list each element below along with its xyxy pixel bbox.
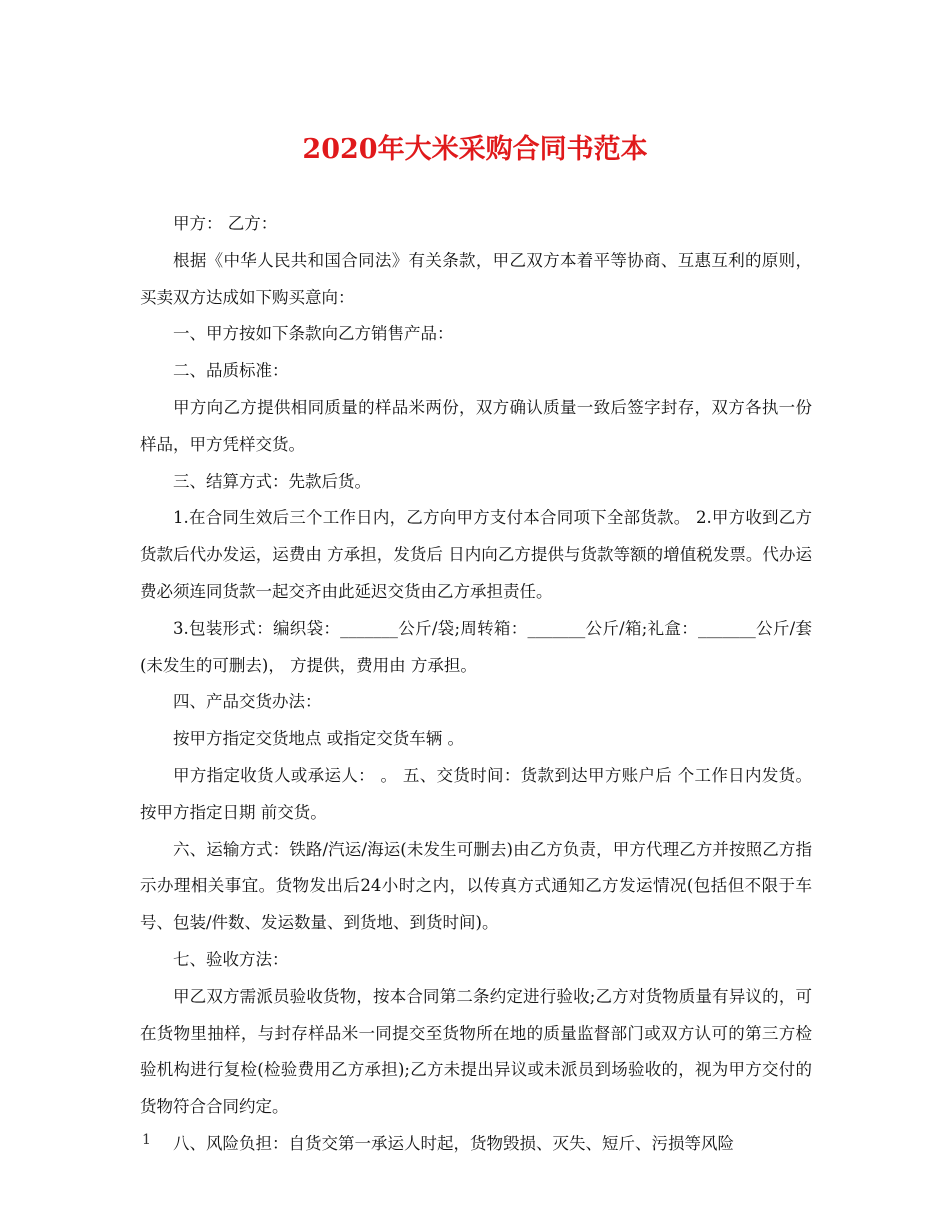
- paragraph-section-7-heading: 七、验收方法：: [173, 949, 289, 969]
- paragraph-section-4-heading: 四、产品交货办法：: [173, 692, 322, 712]
- paragraph-section-7-body: 甲乙双方需派员验收货物，按本合同第二条约定进行验收;乙方对货物质量有异议的，可在货物里抽样，与封存样品米一同提交至货物所在地的质量监督部门或双方认可的第三方检验机构进行复检(检验费用乙方承担);乙方未提出异议或未派员到场验收的，视为甲方交付的货物符合合同约定。: [140, 986, 812, 1117]
- paragraph-parties: 甲方： 乙方：: [173, 214, 278, 233]
- paragraph-section-3-items: 1.在合同生效后三个工作日内，乙方向甲方支付本合同项下全部货款。 2.甲方收到乙方货款后代办发运，运费由 方承担，发货后 日内向乙方提供与货款等额的增值税发票。代办运费必须连同货款一起交齐由此延迟交货由乙方承担责任。: [140, 508, 812, 601]
- document-body: [140, 206, 812, 1163]
- paragraph-section-6-transport: 六、运输方式：铁路/汽运/海运(未发生可删去)由乙方负责，甲方代理乙方并按照乙方指示办理相关事宜。货物发出后24小时之内，以传真方式通知乙方发运情况(包括但不限于车号、包装/件数、发运数量、到货地、到货时间)。: [140, 839, 812, 933]
- paragraph-preamble: 根据《中华人民共和国合同法》有关条款，甲乙双方本着平等协商、互惠互利的原则，买卖双方达成如下购买意向：: [140, 250, 812, 307]
- paragraph-packaging: 3.包装形式：编织袋：_______公斤/袋;周转箱：_______公斤/箱;礼盒：_______公斤/套(未发生的可删去)， 方提供，费用由 方承担。: [140, 618, 812, 675]
- paragraph-section-2-heading: 二、品质标准：: [173, 361, 289, 381]
- paragraph-section-2-body: 甲方向乙方提供相同质量的样品米两份，双方确认质量一致后签字封存，双方各执一份样品，甲方凭样交货。: [140, 397, 812, 454]
- paragraph-section-1: 一、甲方按如下条款向乙方销售产品：: [173, 324, 454, 344]
- page-number: 1: [142, 1132, 151, 1148]
- paragraph-section-8-risk: 八、风险负担：自货交第一承运人时起，货物毁损、灭失、短斤、污损等风险: [173, 1133, 734, 1153]
- paragraph-delivery-location: 按甲方指定交货地点 或指定交货车辆 。: [173, 729, 464, 749]
- paragraph-consignee-delivery-time: 甲方指定收货人或承运人： 。 五、交货时间：货款到达甲方账户后 个工作日内发货。 按甲方指定日期 前交货。: [140, 765, 812, 822]
- document-title: 2020年大米采购合同书范本: [302, 134, 648, 165]
- paragraph-section-3-heading: 三、结算方式：先款后货。: [173, 471, 371, 491]
